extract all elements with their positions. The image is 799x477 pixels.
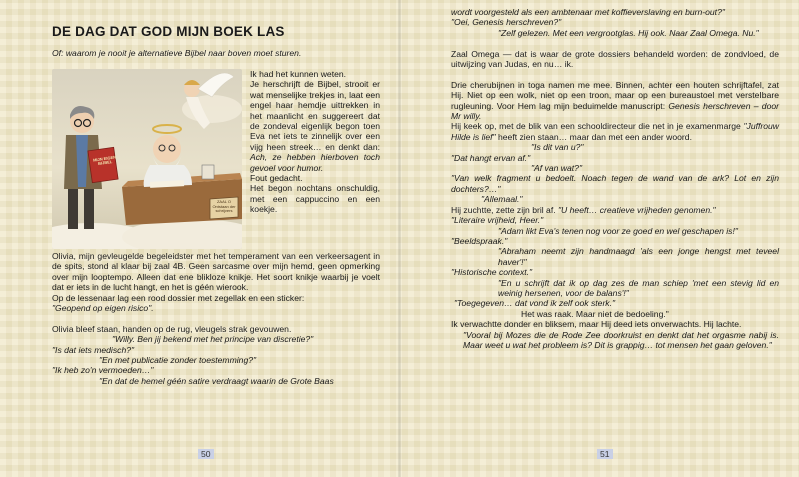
sticker-line: "Geopend op eigen risico". [52,303,154,314]
chapter-illustration [52,69,242,249]
dialogue-3: "En met publicatie zonder toestemming?" [99,355,257,366]
fout-line: Fout gedacht. [250,173,303,184]
right-dialogue-14: "Adam likt Eva's tenen nog voor ze goed en wel geschapen is!" [498,225,738,236]
illustration-wrap [52,69,380,251]
right-dialogue-11: "Allemaal." [481,194,523,205]
hij-keek-paragraph: Hij keek op, met de blik van een schooldirecteur die net in je examenmarge "Juffrouw Hilde is lief" heeft zien staan… maar dan met een ander woord. [451,121,779,142]
right-dialogue-9: "Af van wat?" [531,163,583,174]
page-number-left: 50 [198,449,214,459]
dialogue-5: "En dat de hemel géén satire verdraagt waarin de Grote Baas [99,375,334,386]
right-line-2: "Oei, Genesis herschreven?" [451,17,562,28]
right-dialogue-17: "Historische context." [451,267,533,278]
right-line-12: Hij zuchtte, zette zijn bril af. "U heeft… creatieve vrijheden genomen." [451,204,716,215]
chapter-subtitle: Of: waarom je nooit je alternatieve Bijbel naar boven moet sturen. [52,48,302,58]
dialogue-2: "Is dat iets medisch?" [52,344,135,355]
illustration-drawing [52,69,242,249]
innocent-line: Het begon nochtans onschuldig, met een cappuccino en een koekje. [250,183,380,215]
right-dialogue-8: "Dat hangt ervan af." [451,152,531,163]
wrap-line-1: Ik had het kunnen weten. [250,69,347,79]
wrap-line-2: Je herschrijft de Bijbel, strooit er wat menselijke trekjes in, laat een engel haar hemdje uittrekken in het maanlicht en suggereert dat de zondeval eigenlijk begon toen Eva net iets te zinnelijk over een vijg heen streek… en denkt dan: Ach, ze hebben hierboven toch gevoel voor humor. [250,79,380,173]
right-line-1: wordt voorgesteld als een ambtenaar met koffieverslaving en burn-out?" [451,7,725,17]
hall-sign-label: ZAAL O Ontstaan der schrijvers [212,199,236,214]
right-line-21: Ik verwachtte donder en bliksem, maar Hij deed iets onverwachts. Hij lachte. [451,319,742,330]
right-dialogue-10: "Van welk fragment u bedoelt. Noach tegen de wand van de ark? Lot en zijn dochters?…" [451,173,779,194]
page-number-right: 51 [597,449,613,459]
chapter-title: DE DAG DAT GOD MIJN BOEK LAS [52,24,285,39]
dossier-line: Op de lessenaar lag een rood dossier met zegellak en een sticker: [52,292,305,303]
cherubijnen-paragraph: Drie cherubijnen in toga namen me mee. Binnen, achter een houten schrijftafel, zat Hij. Niet op een wolk, niet op een troon, maar op een bureaustoel met versteIbare rugleuning. Voor Hem lag mijn beduimelde manuscript: Genesis herschreven – door Mr willy. [451,79,780,122]
right-line-20: Het was raak. Maar niet de bedoeling." [521,308,669,319]
right-dialogue-15: "Beeldspraak." [451,235,508,246]
dialogue-1: "Willy. Ben jij bekend met het principe van discretie?" [112,334,314,345]
bleef-line: Olivia bleef staan, handen op de rug, vleugels strak gevouwen. [52,323,292,334]
right-dialogue-22: "Vooral bij Mozes die de Rode Zee doorkruist en denkt dat het orgasme nabij is. Maar weet u wat het probleem is? Dit is grappig… tot mensen het gaan geloven." [463,329,779,350]
right-line-3: "Zelf gelezen. Met een vergrootglas. Hij ook. Naar Zaal Omega. Nu." [498,27,759,38]
right-dialogue-13: "Literaire vrijheid, Heer." [451,215,544,226]
right-dialogue-16: "Abraham neemt zijn handmaagd 'als een jonge hengst met teveel haver'!" [498,246,779,267]
dialogue-4: "Ik heb zo'n vermoeden…" [52,365,154,376]
right-page [400,0,799,477]
right-dialogue-19: "Toegegeven… dat vond ik zelf ook sterk." [454,298,616,309]
book-cover-label: MIJN EIGEN BIJBEL [92,154,117,167]
zaal-omega-paragraph: Zaal Omega — dat is waar de grote dossiers behandeld worden: de zondvloed, de uitwijzing van Judas, en nu… ik. [451,48,779,70]
right-dialogue-7: "Is dit van u?" [531,142,584,153]
olivia-paragraph: Olivia, mijn gevleugelde begeleidster met het temperament van een verkeersagent in de spits, stond al klaar bij zaal 4B. Geen sarcasme over mijn hemd, geen opmerking over mijn looptempo. Alleen dat ene blikloze knikje. Het soort knikje waarbij je voelt dat er iets in de lucht hangt, en het is géén wierook. [52,251,380,293]
right-dialogue-18: "En u schrijft dat ik op dag zes de man schiep 'met een stevig lid en weinig hersenen, voor de balans'!" [498,277,779,298]
